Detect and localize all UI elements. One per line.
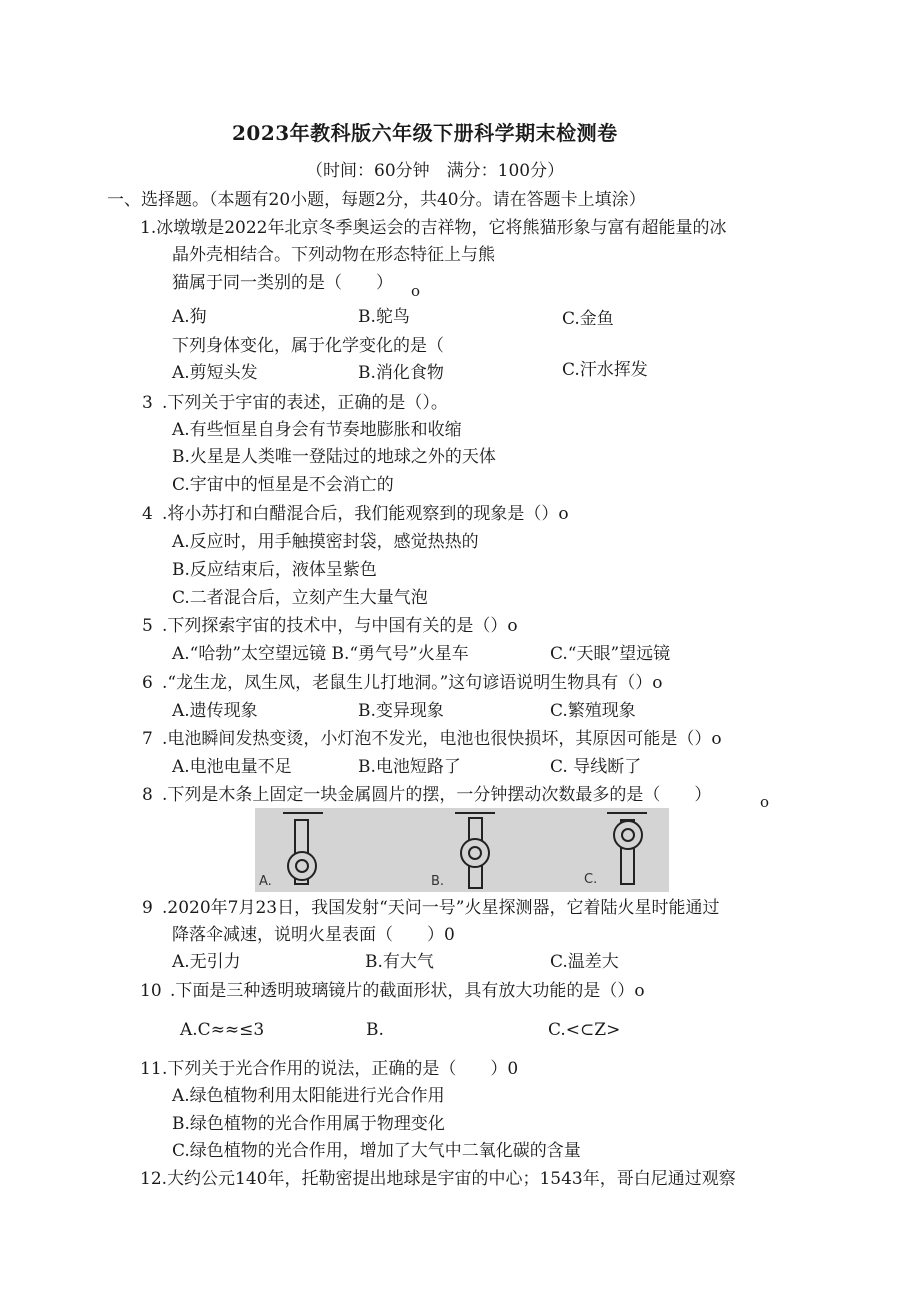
q6-stem: .“龙生龙，凤生凤，老鼠生儿打地洞。”这句谚语说明生物具有（）o	[162, 673, 663, 693]
pendulum-c	[607, 813, 647, 884]
q2-option-c: C.汗水挥发	[562, 360, 648, 380]
q11-option-c: C.绿色植物的光合作用，增加了大气中二氧化碳的含量	[172, 1141, 581, 1161]
section-heading: 一、选择题。（本题有20小题，每题2分，共40分。请在答题卡上填涂）	[107, 190, 646, 210]
q11-option-a: A.绿色植物利用太阳能进行光合作用	[172, 1086, 445, 1106]
q1-line3: 猫属于同一类别的是（ ）	[172, 273, 393, 293]
q6-option-b: B.变异现象	[358, 701, 444, 721]
q5-number: 5	[142, 616, 153, 636]
q3-stem: .下列关于宇宙的表述，正确的是（）。	[162, 393, 448, 413]
q8-tail: o	[760, 793, 770, 811]
q6-number: 6	[142, 673, 153, 693]
q3-option-c: C.宇宙中的恒星是不会消亡的	[172, 475, 394, 495]
q10-option-a: A.C≈≈≤3	[180, 1020, 265, 1040]
q1-option-a: A.狗	[172, 307, 207, 327]
q5-stem: .下列探索宇宙的技术中，与中国有关的是（）o	[162, 616, 518, 636]
q10-option-b: B.	[366, 1020, 384, 1040]
q1-tail: o	[411, 282, 421, 300]
figure-label-a: A.	[259, 874, 272, 889]
page-title: 2023年教科版六年级下册科学期末检测卷	[232, 121, 618, 145]
q6-option-a: A.遗传现象	[172, 701, 258, 721]
q11-stem: .下列关于光合作用的说法，正确的是（ ）0	[162, 1059, 519, 1079]
q4-option-b: B.反应结束后，液体呈紫色	[172, 560, 377, 580]
pendulum-a	[283, 813, 323, 884]
q12-stem: 12.大约公元140年，托勒密提出地球是宇宙的中心；1543年，哥白尼通过观察	[140, 1169, 736, 1189]
q9-stem-line2: 降落伞减速，说明火星表面（ ）0	[172, 925, 455, 945]
q1-option-c: C.金鱼	[562, 309, 614, 329]
pendulum-figure	[255, 808, 669, 892]
pendulum-b	[455, 813, 495, 888]
q9-number: 9	[142, 898, 153, 918]
q7-stem: .电池瞬间发热变烫，小灯泡不发光，电池也很快损坏，其原因可能是（）o	[162, 729, 722, 749]
q2-option-b: B.消化食物	[358, 363, 444, 383]
exam-info: （时间：60分钟 满分：100分）	[306, 161, 565, 181]
q3-option-a: A.有些恒星自身会有节奏地膨胀和收缩	[172, 420, 462, 440]
q9-option-c: C.温差大	[550, 952, 619, 972]
q7-number: 7	[142, 729, 153, 749]
q4-stem: .将小苏打和白醋混合后，我们能观察到的现象是（）o	[162, 504, 569, 524]
q4-option-a: A.反应时，用手触摸密封袋，感觉热热的	[172, 532, 479, 552]
q5-option-c: C.“天眼”望远镜	[550, 644, 671, 664]
q7-option-a: A.电池电量不足	[172, 757, 292, 777]
q8-number: 8	[142, 785, 153, 805]
q1-line1: 1.冰墩墩是2022年北京冬季奥运会的吉祥物，它将熊猫形象与富有超能量的冰	[140, 218, 727, 238]
q10-number: 10	[140, 981, 162, 1001]
q2-stem: 下列身体变化，属于化学变化的是（	[172, 336, 444, 356]
q7-option-b: B.电池短路了	[358, 757, 461, 777]
q4-number: 4	[142, 504, 153, 524]
q11-option-b: B.绿色植物的光合作用属于物理变化	[172, 1114, 445, 1134]
q9-stem-line1: .2020年7月23日，我国发射“天问一号”火星探测器，它着陆火星时能通过	[162, 898, 720, 918]
figure-label-c: C.	[584, 872, 598, 887]
q1-line2: 晶外壳相结合。下列动物在形态特征上与熊	[172, 245, 495, 265]
q2-option-a: A.剪短头发	[172, 363, 258, 383]
q10-stem: .下面是三种透明玻璃镜片的截面形状，具有放大功能的是（）o	[170, 981, 645, 1001]
q11-number: 11	[140, 1059, 162, 1079]
q7-option-c: C. 导线断了	[550, 757, 642, 777]
figure-label-b: B.	[431, 874, 445, 889]
pendulum-diagram	[255, 808, 669, 892]
q5-option-ab: A.“哈勃”太空望远镜 B.“勇气号”火星车	[172, 644, 469, 664]
q9-option-a: A.无引力	[172, 952, 241, 972]
q3-number: 3	[142, 393, 153, 413]
q4-option-c: C.二者混合后，立刻产生大量气泡	[172, 588, 428, 608]
q3-option-b: B.火星是人类唯一登陆过的地球之外的天体	[172, 447, 496, 467]
q8-stem: .下列是木条上固定一块金属圆片的摆，一分钟摆动次数最多的是（ ）	[162, 785, 712, 805]
q1-option-b: B.鸵鸟	[358, 307, 410, 327]
q10-option-c: C.<⊂Z>	[548, 1020, 621, 1040]
q6-option-c: C.繁殖现象	[550, 701, 636, 721]
q9-option-b: B.有大气	[365, 952, 434, 972]
